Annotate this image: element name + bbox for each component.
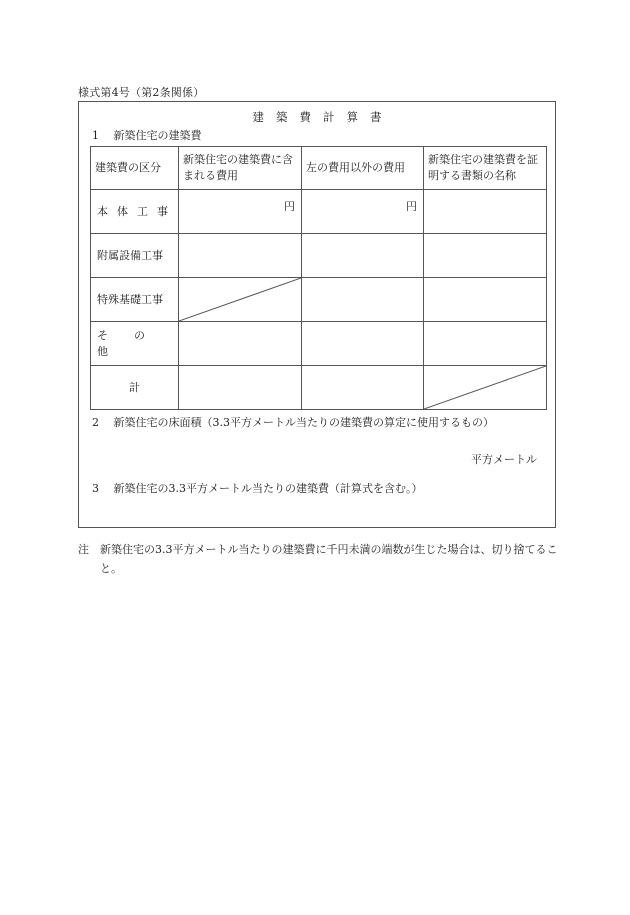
- cell-foundation-document[interactable]: [424, 278, 547, 322]
- footnote-mark: 注: [78, 543, 89, 556]
- header-document-name: 新築住宅の建築費を証明する書類の名称: [424, 147, 547, 190]
- cell-other-other[interactable]: [302, 322, 424, 366]
- cell-equipment-other[interactable]: [302, 234, 424, 278]
- form-number-label: 様式第4号（第2条関係）: [78, 86, 205, 99]
- cell-main-included[interactable]: [179, 190, 302, 234]
- row-category-main-work: 本体工事: [91, 190, 179, 234]
- cell-main-other[interactable]: [302, 190, 424, 234]
- header-included-cost: 新築住宅の建築費に含まれる費用: [179, 147, 302, 190]
- section-2-heading: [92, 414, 494, 430]
- cell-total-included[interactable]: [179, 366, 302, 410]
- row-category-foundation-work: 特殊基礎工事: [91, 278, 179, 322]
- section-1-number: 1: [92, 129, 99, 142]
- row-category-other: その他: [91, 322, 179, 366]
- cell-equipment-document[interactable]: [424, 234, 547, 278]
- table-header-row: [91, 147, 547, 190]
- footnote-text: 新築住宅の3.3平方メートル当たりの建築費に千円未満の端数が生じた場合は、切り捨てること。: [100, 543, 558, 576]
- cell-total-document-struck: [424, 366, 547, 410]
- section-2-label: 新築住宅の床面積（3.3平方メートル当たりの建築費の算定に使用するもの）: [113, 416, 494, 429]
- table-row: [91, 278, 547, 322]
- header-other-cost: 左の費用以外の費用: [302, 147, 424, 190]
- row-category-equipment-work: 附属設備工事: [91, 234, 179, 278]
- yen-unit: 円: [406, 200, 417, 213]
- section-3-number: 3: [92, 482, 99, 495]
- yen-unit: 円: [284, 200, 295, 213]
- section-2-number: 2: [92, 416, 99, 429]
- cell-foundation-other[interactable]: [302, 278, 424, 322]
- diagonal-strike-line: [424, 366, 546, 409]
- form-frame: [78, 101, 556, 528]
- cell-main-document[interactable]: [424, 190, 547, 234]
- section-1-label: 新築住宅の建築費: [113, 129, 202, 142]
- table-row: [91, 234, 547, 278]
- table-row: [91, 366, 547, 410]
- header-category: 建築費の区分: [91, 147, 179, 190]
- cell-equipment-included[interactable]: [179, 234, 302, 278]
- cell-foundation-included-struck: [179, 278, 302, 322]
- section-3-label: 新築住宅の3.3平方メートル当たりの建築費（計算式を含む。）: [113, 482, 423, 495]
- cost-table: [90, 146, 547, 410]
- cell-other-included[interactable]: [179, 322, 302, 366]
- form-title: 建築費計算書: [252, 110, 394, 124]
- section-3-heading: [92, 480, 423, 496]
- area-unit-label: 平方メートル: [471, 453, 537, 466]
- table-row: [91, 322, 547, 366]
- cell-total-other[interactable]: [302, 366, 424, 410]
- diagonal-strike-line: [179, 278, 301, 321]
- footnote: [78, 540, 568, 579]
- section-1-heading: [92, 127, 202, 143]
- table-row: [91, 190, 547, 234]
- row-category-total: 計: [91, 366, 179, 410]
- cell-other-document[interactable]: [424, 322, 547, 366]
